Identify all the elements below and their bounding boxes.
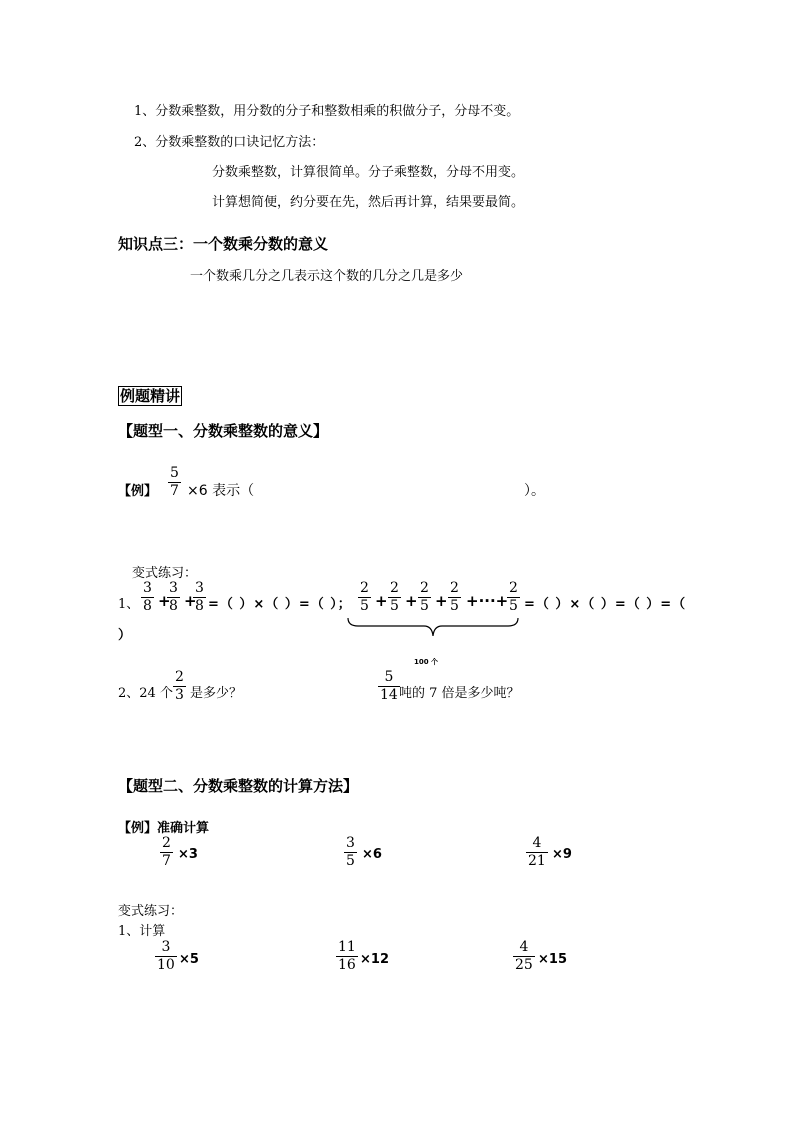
q3-prefix: 2、24 个 <box>118 686 173 701</box>
knowledge-3-desc: 一个数乘几分之几表示这个数的几分之几是多少 <box>190 269 464 284</box>
q2-fraction-2: $\frac{2}{5}$ <box>390 580 399 614</box>
q2-fraction-3: $\frac{2}{5}$ <box>420 580 429 614</box>
type-2-example-fraction-3: $\frac{4}{21}$ <box>528 835 546 869</box>
q1-fraction-1: $\frac{3}{8}$ <box>143 580 152 614</box>
plus-sign: + <box>184 592 197 610</box>
type-1-title: 【题型一、分数乘整数的意义】 <box>118 422 329 440</box>
underbrace <box>346 616 520 640</box>
type-2-calc-label: 1、计算 <box>118 924 166 939</box>
type-2-example-fraction-2: $\frac{3}{5}$ <box>346 835 355 869</box>
type-1-variant-label: 变式练习： <box>132 566 198 581</box>
q2-answer-wrap: ） <box>118 628 133 643</box>
type-2-calc-fraction-2: $\frac{11}{16}$ <box>338 939 356 973</box>
plus-sign: + <box>405 592 418 610</box>
examples-label: 例题精讲 <box>120 387 181 405</box>
type-2-calc-multiplier-2: ×12 <box>360 952 389 967</box>
q4-suffix: 吨的 7 倍是多少吨？ <box>399 686 520 701</box>
q1-fraction-3: $\frac{3}{8}$ <box>195 580 204 614</box>
q2-fraction-5: $\frac{2}{5}$ <box>509 580 518 614</box>
rhyme-line-1: 分数乘整数，计算很简单。分子乘整数，分母不用变。 <box>212 165 525 180</box>
type-2-calc-multiplier-1: ×5 <box>179 952 199 967</box>
q2-answer-blanks: =（ ）×（ ）=（ ）=（ <box>524 597 687 612</box>
type-2-example-fraction-1: $\frac{2}{7}$ <box>162 835 171 869</box>
rule-item-2: 2、分数乘整数的口诀记忆方法： <box>134 135 325 150</box>
q1-index: 1、 <box>118 597 140 612</box>
rule-item-1: 1、分数乘整数，用分数的分子和整数相乘的积做分子，分母不变。 <box>134 104 520 119</box>
q4-fraction: $\frac{5}{14}$ <box>380 669 398 703</box>
example-fraction: $\frac{5}{7}$ <box>170 465 179 499</box>
q3-fraction: $\frac{2}{3}$ <box>175 669 184 703</box>
type-2-title: 【题型二、分数乘整数的计算方法】 <box>118 777 359 795</box>
example-close: ）。 <box>524 483 545 499</box>
plus-sign: + <box>158 592 171 610</box>
type-1-example-label: 【例】 <box>118 484 158 499</box>
q3-suffix: 是多少？ <box>190 686 243 701</box>
brace-count-label: 100 个 <box>414 658 439 666</box>
q2-fraction-4: $\frac{2}{5}$ <box>450 580 459 614</box>
q1-answer-blanks: =（ ）×（ ）=（ ）； <box>208 597 352 612</box>
example-text: ×6 表示（ <box>187 483 255 499</box>
knowledge-3-title: 知识点三：一个数乘分数的意义 <box>118 235 329 253</box>
plus-ellipsis-plus: +···+ <box>466 592 509 610</box>
type-2-example-multiplier-1: ×3 <box>178 847 198 862</box>
rhyme-line-2: 计算想简便，约分要在先，然后再计算，结果要最简。 <box>212 195 525 210</box>
type-2-variant-label: 变式练习： <box>118 904 184 919</box>
type-2-example-label: 【例】准确计算 <box>118 821 210 836</box>
type-2-calc-fraction-1: $\frac{3}{10}$ <box>157 939 175 973</box>
plus-sign: + <box>375 592 388 610</box>
type-2-example-multiplier-3: ×9 <box>552 847 572 862</box>
plus-sign: + <box>435 592 448 610</box>
type-2-example-multiplier-2: ×6 <box>362 847 382 862</box>
q2-fraction-1: $\frac{2}{5}$ <box>360 580 369 614</box>
type-2-calc-fraction-3: $\frac{4}{25}$ <box>515 939 533 973</box>
q1-fraction-2: $\frac{3}{8}$ <box>169 580 178 614</box>
type-2-calc-multiplier-3: ×15 <box>538 952 567 967</box>
